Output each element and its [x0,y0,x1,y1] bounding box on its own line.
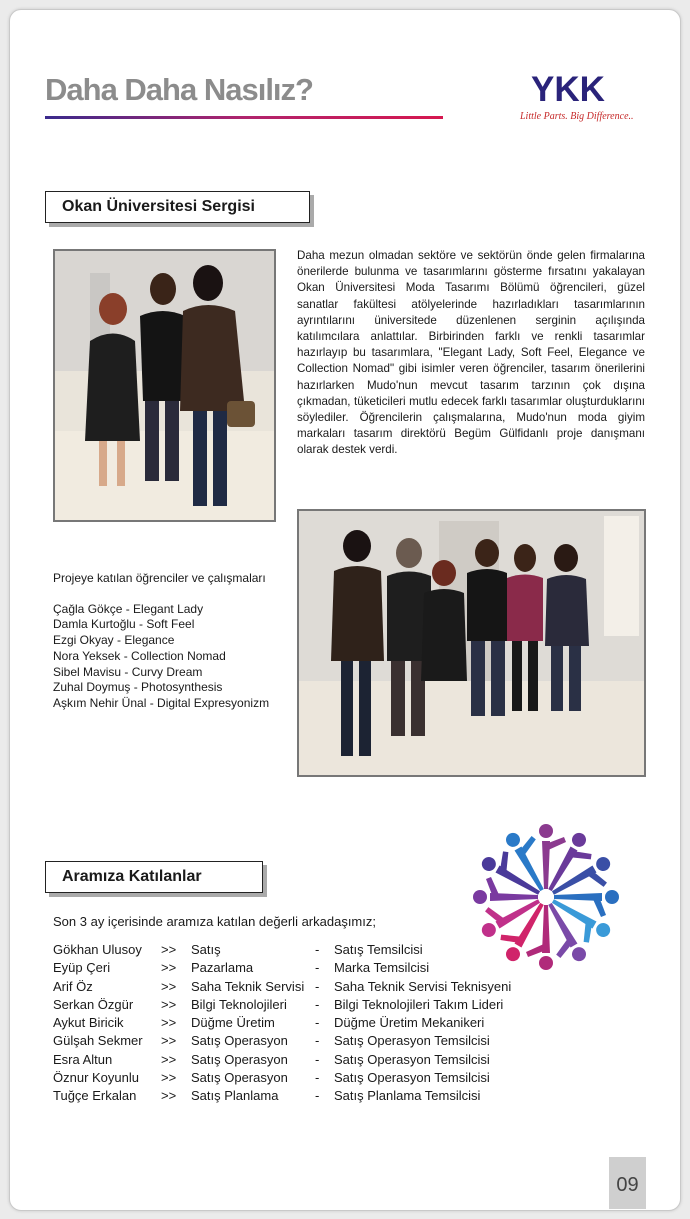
dash: - [315,1033,320,1049]
emblem-figure [539,824,566,889]
joiner-department: Pazarlama [191,960,254,976]
separator: >> [161,942,177,957]
emblem-figure [543,895,613,951]
student-item: Damla Kurtoğlu - Soft Feel [53,617,195,632]
students-title: Projeye katılan öğrenciler ve çalışmaları [53,571,266,585]
students-list [53,571,269,712]
joiner-role: Bilgi Teknolojileri Takım Lideri [334,996,504,1012]
article-paragraph: Daha mezun olmadan sektöre ve sektörün önde gelen firmalarına önerilerde bulunma ve tasarımlarını gösterme fırsatını yakalayan Okan Üniversitesi Moda Tasarımı Bölümü öğrencileri, güzel sanatlar fakültesi atölyelerinde hazırladıkları tasarımlarının ayrıntılarını üniversitede düzenlenen serginin açılışında katılımcılara anlattılar. Birbirinden farklı ve renkli tasarımlar hazırlayıp bu tasarımlara, "Elegant Lady, Soft Feel, Elegance ve Collection Nomad" gibi isimler veren öğrenciler, tasarım önerilerini hazırlarken Mudo'nun mevcut tasarım tarzının çok dışına çıkmadan, tüketicileri mutlu edecek farklı tasarımlar oluşturduklarını söylediler. Öğrencilerin çalışmalarına, Mudo'nun moda giyim markaları tasarım direktörü Begüm Gülfidanlı proje danışmanı olarak destek verdi. [297,249,645,457]
student-item: Ezgi Okyay - Elegance [53,633,175,648]
dash: - [315,1088,320,1104]
joiner-name: Tuğçe Erkalan [53,1088,137,1104]
joiner-department: Satış Operasyon [191,1051,288,1067]
joiner-department: Saha Teknik Servisi [191,978,305,994]
dash: - [315,942,320,957]
emblem-figure [544,830,600,900]
separator: >> [161,960,177,976]
section-heading-exhibition: Okan Üniversitesi Sergisi [45,191,310,223]
new-joiners-intro: Son 3 ay içerisinde aramıza katılan değerli arkadaşımız; [53,914,376,929]
dash: - [315,996,320,1012]
separator: >> [161,1051,177,1067]
emblem-figure [473,877,538,904]
section-heading-new-joiners: Aramıza Katılanlar [45,861,263,893]
separator: >> [161,1088,177,1104]
student-item: Zuhal Doymuş - Photosynthesis [53,680,223,695]
ykk-logo: YKK [531,70,605,109]
joiner-role: Satış Operasyon Temsilcisi [334,1051,490,1067]
separator: >> [161,996,177,1012]
joiner-name: Esra Altun [53,1051,113,1067]
logo-tagline: Little Parts. Big Difference.. [520,111,634,122]
exhibition-photo-2 [297,509,646,777]
emblem-figure [526,905,553,970]
joiner-name: Serkan Özgür [53,996,134,1012]
people-circle-emblem-icon [466,817,626,977]
dash: - [315,1015,320,1031]
joiner-role: Düğme Üretim Mekanikeri [334,1015,485,1031]
separator: >> [161,1070,177,1086]
joiner-name: Gökhan Ulusoy [53,942,142,957]
dash: - [315,1070,320,1086]
dash: - [315,978,320,994]
title-underline [45,116,443,119]
joiner-role: Satış Temsilcisi [334,942,423,957]
separator: >> [161,1015,177,1031]
joiner-role: Satış Operasyon Temsilcisi [334,1033,490,1049]
joiner-name: Eyüp Çeri [53,960,111,976]
student-item: Nora Yeksek - Collection Nomad [53,648,226,663]
joiner-department: Satış Operasyon [191,1033,288,1049]
emblem-figure [492,894,548,964]
emblem-figure [554,890,619,917]
student-item: Çağla Gökçe - Elegant Lady [53,601,204,616]
joiner-name: Aykut Biricik [53,1015,124,1031]
exhibition-photo-1 [53,249,276,522]
joiner-name: Arif Öz [53,978,93,994]
joiner-department: Satış Planlama [191,1088,279,1104]
student-item: Sibel Mavisu - Curvy Dream [53,664,203,679]
joiner-department: Satış [191,942,221,957]
separator: >> [161,978,177,994]
joiner-role: Satış Planlama Temsilcisi [334,1088,481,1104]
separator: >> [161,1033,177,1049]
page-number: 09 [609,1157,646,1209]
joiner-department: Bilgi Teknolojileri [191,996,287,1012]
joiner-department: Düğme Üretim [191,1015,275,1031]
joiner-role: Satış Operasyon Temsilcisi [334,1070,490,1086]
joiner-role: Saha Teknik Servisi Teknisyeni [334,978,512,994]
student-item: Aşkım Nehir Ünal - Digital Expresyonizm [53,695,270,710]
page-title: Daha Daha Nasılız? [45,72,313,107]
emblem-figure [479,843,549,899]
joiner-name: Öznur Koyunlu [53,1070,139,1086]
joiner-role: Marka Temsilcisi [334,960,430,976]
joiner-department: Satış Operasyon [191,1070,288,1086]
joiner-name: Gülşah Sekmer [53,1033,143,1049]
dash: - [315,960,320,976]
dash: - [315,1051,320,1067]
